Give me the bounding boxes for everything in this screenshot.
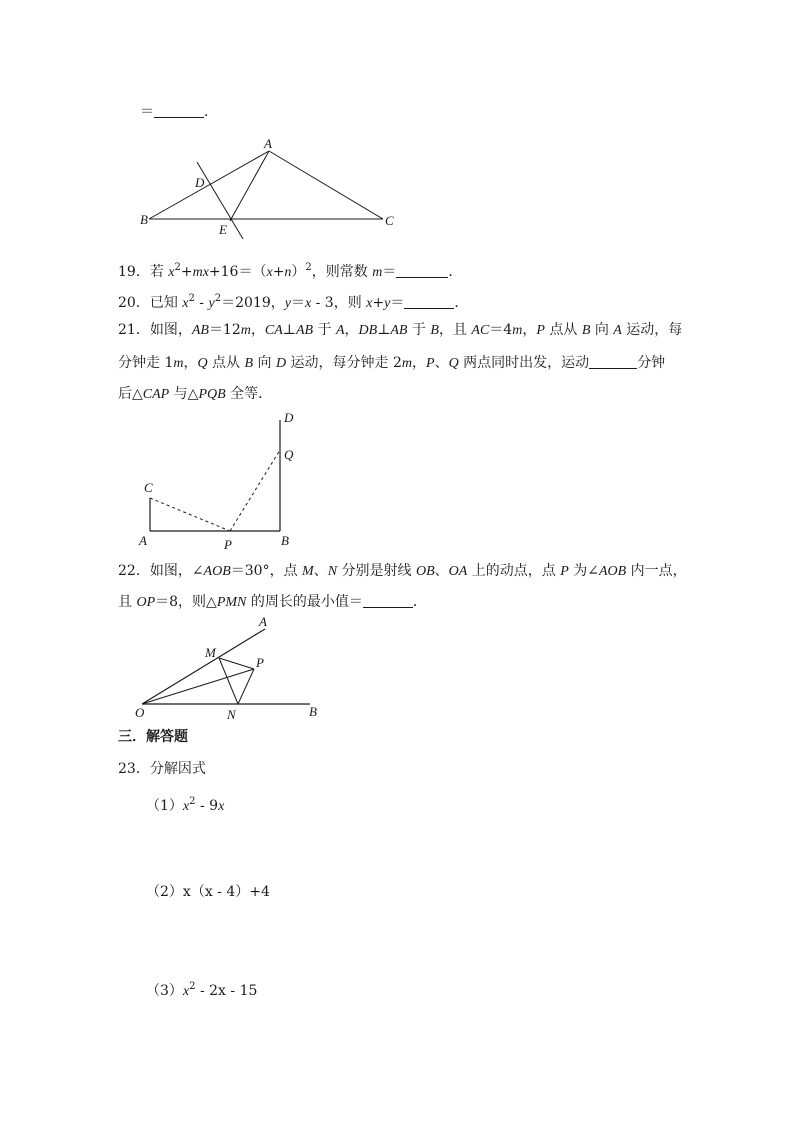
text-fragment: - bbox=[194, 295, 209, 311]
label-p: P bbox=[224, 537, 232, 552]
segment-op bbox=[142, 669, 254, 704]
label-a: A bbox=[264, 136, 272, 151]
label-q: Q bbox=[284, 447, 294, 462]
text-fragment: A bbox=[335, 323, 345, 338]
text-fragment: m bbox=[240, 323, 251, 338]
question-22-line-2 bbox=[118, 592, 427, 613]
label-b: B bbox=[309, 704, 317, 719]
text-fragment: CA bbox=[264, 323, 283, 338]
text-fragment: AB bbox=[295, 323, 314, 338]
label-c: C bbox=[385, 213, 394, 228]
text-fragment: P bbox=[426, 356, 435, 371]
text-fragment: - 3，则 bbox=[311, 295, 367, 311]
text-fragment: B bbox=[430, 323, 439, 338]
text-fragment: ） bbox=[291, 264, 306, 280]
text-fragment: 全等． bbox=[225, 386, 273, 402]
label-b: B bbox=[140, 212, 148, 227]
label-d: D bbox=[195, 175, 205, 190]
text-fragment: ＝30°，点 bbox=[230, 563, 303, 579]
text-fragment: + bbox=[180, 264, 193, 280]
text-fragment: ＝4 bbox=[489, 322, 513, 338]
answer-blank bbox=[363, 593, 413, 608]
text-fragment: ． bbox=[454, 295, 469, 311]
text-fragment: mx bbox=[192, 265, 209, 280]
text-fragment: 上的动点，点 bbox=[467, 563, 561, 579]
text-fragment: 19．若 bbox=[118, 264, 169, 280]
text-fragment: P bbox=[536, 323, 545, 338]
text-fragment: 2 bbox=[174, 262, 181, 273]
q18-answer-line bbox=[140, 102, 208, 122]
text-fragment: x bbox=[366, 296, 373, 311]
text-fragment: x bbox=[168, 265, 175, 280]
text-fragment: N bbox=[327, 564, 338, 579]
text-fragment: n bbox=[284, 265, 292, 280]
text-fragment: 为∠ bbox=[568, 563, 599, 579]
text-fragment: y bbox=[284, 296, 291, 311]
text-fragment: Q bbox=[448, 356, 459, 371]
text-fragment: y bbox=[208, 296, 215, 311]
q23-part-2 bbox=[146, 882, 270, 902]
text-fragment: 2 bbox=[305, 262, 312, 273]
segment-ac bbox=[269, 151, 383, 219]
text-fragment: AOB bbox=[598, 564, 627, 579]
text-fragment: OB bbox=[415, 564, 435, 579]
text-fragment: CAP bbox=[142, 387, 170, 402]
text-fragment: m bbox=[401, 356, 413, 371]
text-fragment: 向 bbox=[253, 355, 276, 371]
text-fragment: x bbox=[304, 296, 312, 311]
text-fragment: +16＝（ bbox=[208, 264, 267, 280]
text-fragment: ⊥ bbox=[377, 322, 391, 338]
text-fragment: 与△ bbox=[169, 386, 199, 402]
text-fragment: ＝ bbox=[382, 264, 397, 280]
text-fragment: + bbox=[372, 295, 385, 311]
label-m: M bbox=[205, 645, 216, 660]
text-fragment: 点从 bbox=[207, 355, 245, 371]
text-fragment: 运动，每 bbox=[621, 322, 683, 338]
dashed-cp bbox=[150, 498, 230, 531]
text-fragment: 20．已知 bbox=[118, 295, 183, 311]
text-fragment: 且 bbox=[118, 594, 137, 610]
text-fragment: ． bbox=[448, 264, 463, 280]
text-fragment: ，且 bbox=[438, 322, 472, 338]
text-fragment: DB bbox=[358, 323, 378, 338]
figure-moving-points bbox=[135, 405, 310, 555]
segment-pn bbox=[238, 669, 254, 704]
text-fragment: 后△ bbox=[118, 386, 143, 402]
text-fragment: ． bbox=[412, 594, 427, 610]
q23-part-1 bbox=[146, 792, 224, 817]
text-fragment: 、 bbox=[434, 563, 449, 579]
text-fragment: 、 bbox=[313, 563, 328, 579]
text-fragment: 分钟 bbox=[637, 355, 666, 371]
text-fragment: x（x - 4）+4 bbox=[182, 884, 270, 900]
text-fragment: 的周长的最小值＝ bbox=[246, 594, 363, 610]
text-fragment: ， bbox=[250, 322, 265, 338]
text-fragment: ，则常数 bbox=[311, 264, 373, 280]
text-fragment: x bbox=[182, 984, 190, 999]
label-e: E bbox=[219, 222, 227, 237]
text-fragment: ， bbox=[522, 322, 537, 338]
text-fragment: 22．如图，∠ bbox=[118, 563, 204, 579]
text-fragment: m bbox=[173, 356, 184, 371]
text-fragment: y bbox=[384, 296, 391, 311]
answer-blank bbox=[396, 263, 448, 278]
text-fragment: - 9 bbox=[195, 798, 219, 814]
text-fragment: 于 bbox=[313, 322, 336, 338]
text-fragment: + bbox=[272, 264, 285, 280]
text-fragment: - 2x - 15 bbox=[195, 983, 258, 999]
text-fragment: B bbox=[244, 356, 254, 371]
label-o: O bbox=[135, 705, 145, 720]
text-fragment: ＝12 bbox=[208, 322, 241, 338]
text-fragment: PMN bbox=[216, 595, 247, 610]
question-19 bbox=[118, 258, 462, 283]
q23-part-3 bbox=[146, 977, 257, 1002]
text-fragment: 、 bbox=[434, 355, 449, 371]
text-fragment: AOB bbox=[203, 564, 231, 579]
text-fragment: AB bbox=[390, 323, 408, 338]
text-fragment: ＝8，则△ bbox=[155, 594, 217, 610]
question-21-line-1 bbox=[118, 320, 682, 341]
text-fragment: A bbox=[613, 323, 622, 338]
text-fragment: m bbox=[372, 265, 383, 280]
label-n: N bbox=[227, 707, 236, 722]
question-22-line-1 bbox=[118, 561, 687, 582]
text-fragment: 分别是射线 bbox=[337, 563, 416, 579]
segment-ba bbox=[149, 151, 269, 219]
figure-triangle-abc bbox=[135, 135, 405, 245]
segment-mn bbox=[219, 658, 238, 704]
text-fragment: 2 bbox=[189, 981, 196, 992]
period: . bbox=[204, 104, 209, 120]
text-fragment: ， bbox=[183, 355, 198, 371]
text-fragment: （3） bbox=[146, 983, 183, 999]
text-fragment: OA bbox=[448, 564, 468, 579]
text-fragment: x bbox=[182, 799, 190, 814]
text-fragment: B bbox=[581, 323, 591, 338]
text-fragment: ， bbox=[412, 355, 427, 371]
text-fragment: 2 bbox=[188, 293, 195, 304]
text-fragment: x bbox=[182, 296, 189, 311]
text-fragment: ＝ bbox=[290, 295, 305, 311]
text-fragment: AC bbox=[471, 323, 490, 338]
label-d: D bbox=[284, 410, 294, 425]
text-fragment: x bbox=[266, 265, 273, 280]
text-fragment: ＝ bbox=[390, 295, 405, 311]
text-fragment: 分钟走 1 bbox=[118, 355, 174, 371]
text-fragment: 两点同时出发，运动 bbox=[458, 355, 590, 371]
label-c: C bbox=[144, 480, 153, 495]
label-a: A bbox=[139, 533, 147, 548]
answer-blank bbox=[404, 294, 454, 309]
text-fragment: AB bbox=[191, 323, 209, 338]
text-fragment: D bbox=[275, 356, 287, 371]
section-heading: 三．解答题 bbox=[118, 729, 188, 745]
question-21-line-2 bbox=[118, 353, 665, 374]
text-fragment: Q bbox=[197, 356, 208, 371]
text-fragment: 内一点， bbox=[626, 563, 687, 579]
dashed-pq bbox=[230, 450, 280, 531]
text-fragment: （2） bbox=[146, 884, 183, 900]
text-fragment: P bbox=[560, 564, 569, 579]
text-fragment: M bbox=[302, 564, 314, 579]
question-21-line-3 bbox=[118, 384, 272, 405]
text-fragment: x bbox=[218, 799, 225, 814]
text-fragment: 向 bbox=[590, 322, 614, 338]
text-fragment: ⊥ bbox=[282, 322, 296, 338]
figure-angle-aob bbox=[130, 612, 330, 724]
label-p: P bbox=[256, 655, 264, 670]
text-fragment: m bbox=[512, 323, 523, 338]
text-fragment: 2 bbox=[189, 796, 196, 807]
segment-mp bbox=[219, 658, 254, 669]
question-23-title: 23．分解因式 bbox=[118, 761, 206, 777]
text-fragment: ， bbox=[344, 322, 359, 338]
answer-blank bbox=[589, 354, 637, 369]
text-fragment: 2 bbox=[214, 293, 222, 304]
answer-blank bbox=[154, 103, 204, 118]
text-fragment: （1） bbox=[146, 798, 183, 814]
label-b: B bbox=[281, 533, 289, 548]
text-fragment: OP bbox=[136, 595, 156, 610]
text-fragment: 21．如图， bbox=[118, 322, 192, 338]
text-fragment: 点从 bbox=[544, 322, 582, 338]
label-a: A bbox=[259, 614, 267, 629]
text-fragment: PQB bbox=[198, 387, 226, 402]
text-fragment: 运动，每分钟走 2 bbox=[286, 355, 402, 371]
text-fragment: 于 bbox=[407, 322, 431, 338]
question-20 bbox=[118, 289, 468, 314]
text-fragment: ＝2019， bbox=[221, 295, 285, 311]
equals-sign: ＝ bbox=[140, 104, 154, 120]
